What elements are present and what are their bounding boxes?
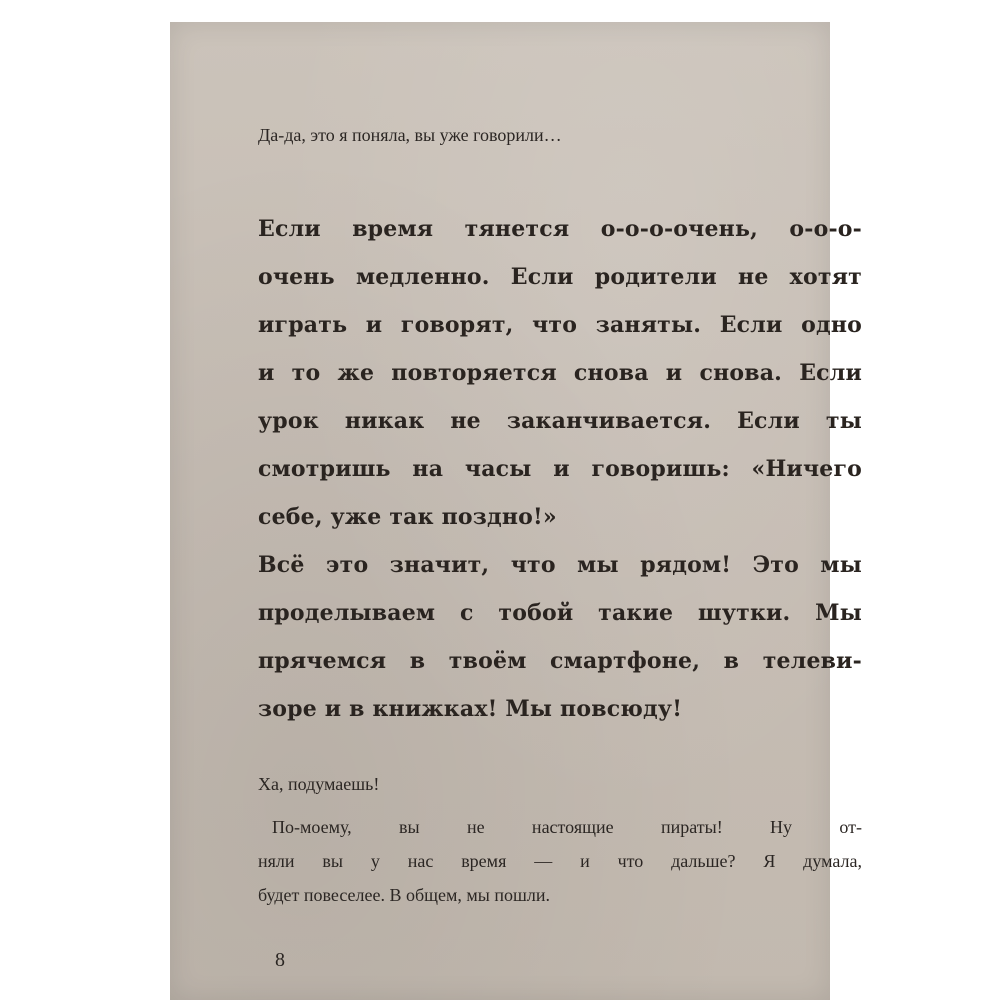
- text-line: По-моему, вы не настоящие пираты! Ну от-: [272, 817, 862, 837]
- text-line: и то же повторяется снова и снова. Если: [258, 360, 862, 386]
- text-line: Ха, подумаешь!: [258, 774, 380, 794]
- text-line: урок никак не заканчивается. Если ты: [258, 408, 862, 434]
- text-line: прячемся в твоём смартфоне, в телеви-: [258, 648, 862, 674]
- book-page: [170, 22, 862, 1000]
- text-line: играть и говорят, что заняты. Если одно: [258, 312, 862, 338]
- text-line: смотришь на часы и говоришь: «Ничего: [258, 456, 862, 482]
- text-line: Если время тянется о-о-о-очень, о-о-о-: [258, 216, 862, 242]
- closing-paragraph: [258, 810, 862, 912]
- pirates-speech-block-1: [258, 205, 862, 541]
- text-line: няли вы у нас время — и что дальше? Я думала,: [258, 851, 862, 871]
- text-line: будет повеселее. В общем, мы пошли.: [258, 885, 550, 905]
- text-line: зоре и в книжках! Мы повсюду!: [258, 696, 683, 722]
- intro-line: Да-да, это я поняла, вы уже говорили…: [258, 125, 562, 145]
- page-number: 8: [275, 949, 285, 971]
- text-line: проделываем с тобой такие шутки. Мы: [258, 600, 862, 626]
- text-line: себе, уже так поздно!»: [258, 504, 557, 530]
- pirates-speech-block-2: [258, 541, 862, 733]
- exclamation-line: [258, 767, 862, 801]
- text-line: очень медленно. Если родители не хотят: [258, 264, 862, 290]
- text-line: Всё это значит, что мы рядом! Это мы: [258, 552, 862, 578]
